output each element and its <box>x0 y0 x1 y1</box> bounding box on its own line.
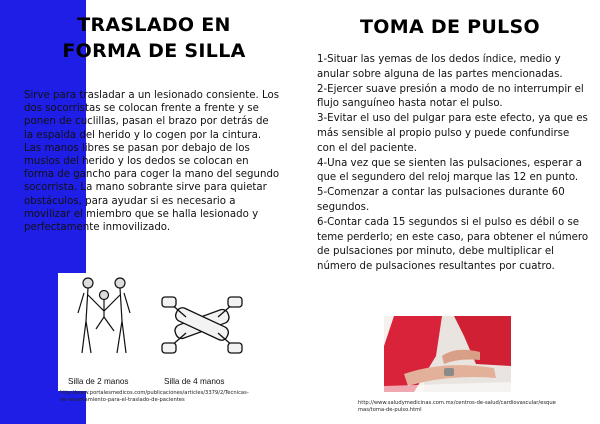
hand-seat-drawing <box>58 273 248 377</box>
left-title-line1: TRASLADO EN <box>77 14 231 36</box>
pulse-step: 2-Ejercer suave presión a modo de no interrumpir el flujo sanguíneo hasta notar el pulso. <box>317 83 584 110</box>
two-hand-seat-figure <box>78 278 130 353</box>
pulse-photo-drawing <box>384 316 511 392</box>
caption-four-hands: Silla de 4 manos <box>164 377 225 386</box>
right-title: TOMA DE PULSO <box>360 16 540 38</box>
pulse-step: 3-Evitar el uso del pulgar para este efecto, ya que es más sensible al propio pulso y puede confundirse con el del paciente. <box>317 113 588 154</box>
pulse-step: 1-Situar las yemas de los dedos índice, medio y anular sobre alguna de las partes mencionadas. <box>317 54 563 80</box>
pulse-step: 6-Contar cada 15 segundos si el pulso es débil o se teme perderlo; en este caso, para obtener el número de pulsaciones por minuto, debe multiplicar el número de pulsaciones resultantes por cuatro. <box>317 216 589 273</box>
left-title <box>54 12 254 64</box>
left-title-line2: FORMA DE SILLA <box>62 40 246 62</box>
caption-two-hands: Silla de 2 manos <box>68 377 129 386</box>
pulse-step: 4-Una vez que se sienten las pulsaciones, esperar a que el segundero del reloj marque las 12 en punto. <box>317 157 583 184</box>
four-hand-seat-figure <box>162 297 242 353</box>
left-body-text: Sirve para trasladar a un lesionado consiente. Los dos socorristas se colocan frente a frente y se ponen de cuclillas, pasan el brazo por detrás de la espalda del herido y lo cogen por la cintura. Las manos libres se pasan por debajo de los muslos del herido y los dedos se colocan en forma de gancho para coger la mano del segundo socorrista. La mano sobrante sirve para quietar obstáculos, para ayudar si es necesario a movilizar el miembro que se halla lesionado y perfectamente inmovilizado. <box>24 90 280 234</box>
left-column <box>0 0 290 424</box>
pulse-photo <box>384 316 511 392</box>
right-source-link[interactable]: http://www.saludymedicinas.com.mx/centros-de-salud/cardiovascular/esquemas/toma-de-pulso.html <box>358 400 556 413</box>
left-source-link[interactable]: http://www.portalesmedicos.com/publicaciones/articles/3379/2/Tecnicas-de-levantamiento-para-el-traslado-de-pacientes <box>60 390 249 403</box>
right-column <box>300 0 600 424</box>
pulse-step: 5-Comenzar a contar las pulsaciones durante 60 segundos. <box>317 187 565 213</box>
pulse-steps <box>317 53 589 275</box>
hand-seat-illustration <box>58 273 248 391</box>
